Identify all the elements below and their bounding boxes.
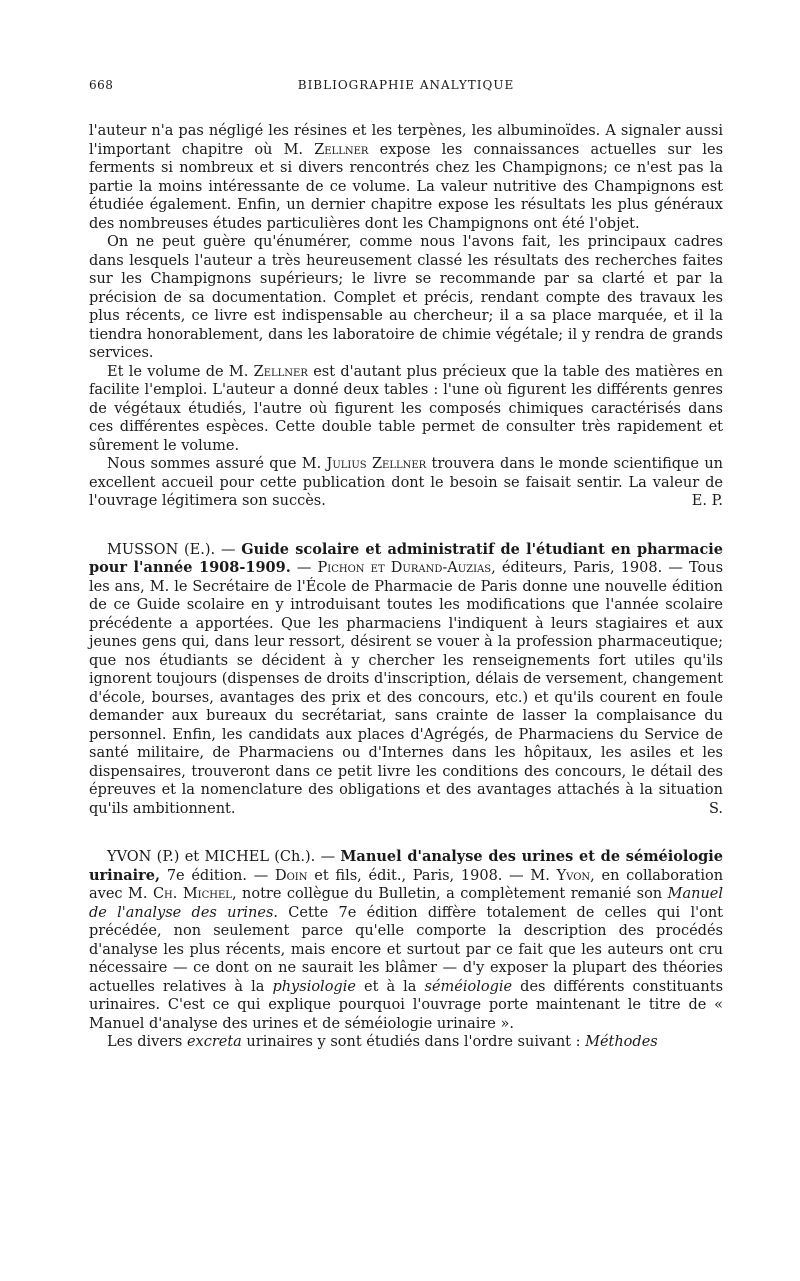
author-name: Yvon (556, 867, 591, 884)
author-name: Ch. Michel (152, 886, 232, 902)
review-zellner (89, 122, 723, 511)
paragraph: Nous sommes assuré que M. Julius Zellner trouvera dans le monde scientifique un excellent accueil pour cette publication dont le besoin se faisait sentir. La valeur de l'ouvrage légitimera son succès. E. P. (89, 456, 724, 509)
paragraph: Les divers excreta urinaires y sont étudiés dans l'ordre suivant : Méthodes (107, 1034, 658, 1050)
publisher-name: Doin (274, 867, 308, 884)
review-yvon-michel (89, 848, 723, 1052)
author-name: Zellner (253, 363, 308, 380)
review-musson (89, 541, 723, 819)
reviewer-signature: S. (708, 800, 723, 817)
paragraph: YVON (P.) et MICHEL (Ch.). — Manuel d'analyse des urines et de séméiologie urinaire, 7e édition. — Doin et fils, édit., Paris, 1908. — M. Yvon, en collaboration avec M. Ch. Michel, notre collègue du Bulletin, a complètement remanié son Manuel de l'analyse des urines. Cette 7e édition diffère totalement de celles qui l'ont précédée, non seulement parce qu'elle comporte la description des procédés d'analyse les plus récents, mais encore et surtout par ce fait que les auteurs ont cru nécessaire — ce dont on ne saurait les blâmer — d'y exposer la plupart des théories actuelles relatives à la physiologie et à la séméiologie des différents constituants urinaires. C'est ce qui explique pourquoi l'ouvrage porte maintenant le titre de « Manuel d'analyse des urines et de séméiologie urinaire ». (89, 848, 724, 1032)
running-title: BIBLIOGRAPHIE ANALYTIQUE (297, 78, 515, 92)
paragraph: l'auteur n'a pas négligé les résines et les terpènes, les albuminoïdes. A signaler aussi l'important chapitre où M. Zellner expose les connaissances actuelles sur les ferments si nombreux et si divers rencontrés chez les Champignons; ce n'est pas la partie la moins intéressante de ce volume. La valeur nutritive des Champignons est étudiée également. Enfin, un dernier chapitre expose les résultats les plus généraux des nombreuses études particulières dont les Champignons ont été l'objet. (89, 123, 724, 232)
reviewer-signature: E. P. (691, 493, 723, 509)
publisher-name: Pichon et Durand-Auzias, (317, 560, 496, 576)
body-text (89, 122, 723, 1052)
book-title: Manuel d'analyse des urines et de séméiologie urinaire, (89, 848, 723, 884)
paragraph: MUSSON (E.). — Guide scolaire et administratif de l'étudiant en pharmacie pour l'année 1908-1909. — Pichon et Durand-Auzias, éditeurs, Paris, 1908. — Tous les ans, M. le Secrétaire de l'École de Pharmacie de Paris donne une nouvelle édition de ce Guide scolaire en y introduisant toutes les modifications que l'année scolaire précédente a apportées. Que les pharmaciens l'indiquent à leurs stagiaires et aux jeunes gens qui, dans leur ressort, désirent se vouer à la profession pharmaceutique; que nos étudiants se décident à y chercher les renseignements fort utiles qu'ils ignorent toujours (dispenses de droits d'inscription, délais de versement, changement d'école, bourses, avantages des prix et des concours, etc.) et qu'ils courent en foule demander aux bureaux du secrétariat, sans crainte de lasser la complaisance du personnel. Enfin, les candidats aux places d'Agrégés, de Pharmaciens du Service de santé militaire, de Pharmaciens ou d'Internes dans les hôpitaux, les asiles et les dispensaires, trouveront dans ce petit livre les conditions des concours, le détail des épreuves et la nomenclature des obligations et des avantages attachés à la situation qu'ils ambitionnent. S. (89, 540, 724, 817)
running-header (89, 78, 723, 100)
paragraph: On ne peut guère qu'énumérer, comme nous l'avons fait, les principaux cadres dans lesquels l'auteur a très heureusement classé les résultats des recherches faites sur les Champignons supérieurs; le livre se recommande par sa clarté et par la précision de sa documentation. Complet et précis, rendant compte des travaux les plus récents, ce livre est indispensable au chercheur; il a sa place marquée, et il la tiendra honorablement, dans les laboratoire de chimie végétale; il y rendra de grands services. (89, 234, 723, 361)
page-number: 668 (89, 78, 114, 92)
paragraph: Et le volume de M. Zellner est d'autant plus précieux que la table des matières en facilite l'emploi. L'auteur a donné deux tables : l'une où figurent les différents genres de végétaux étudiés, l'autre où figurent les composés chimiques caractérisés dans ces différentes espèces. Cette double table permet de consulter très rapidement et sûrement le volume. (89, 363, 723, 454)
author-name: Zellner (314, 141, 369, 158)
author-name: MUSSON (E.). (107, 541, 216, 558)
book-title: Guide scolaire et administratif de l'étudiant en pharmacie pour l'année 1908-1909. (89, 540, 724, 576)
author-name: Julius Zellner (326, 456, 427, 472)
author-name: YVON (P.) et MICHEL (Ch.). (107, 849, 316, 865)
document-page (89, 78, 723, 1052)
